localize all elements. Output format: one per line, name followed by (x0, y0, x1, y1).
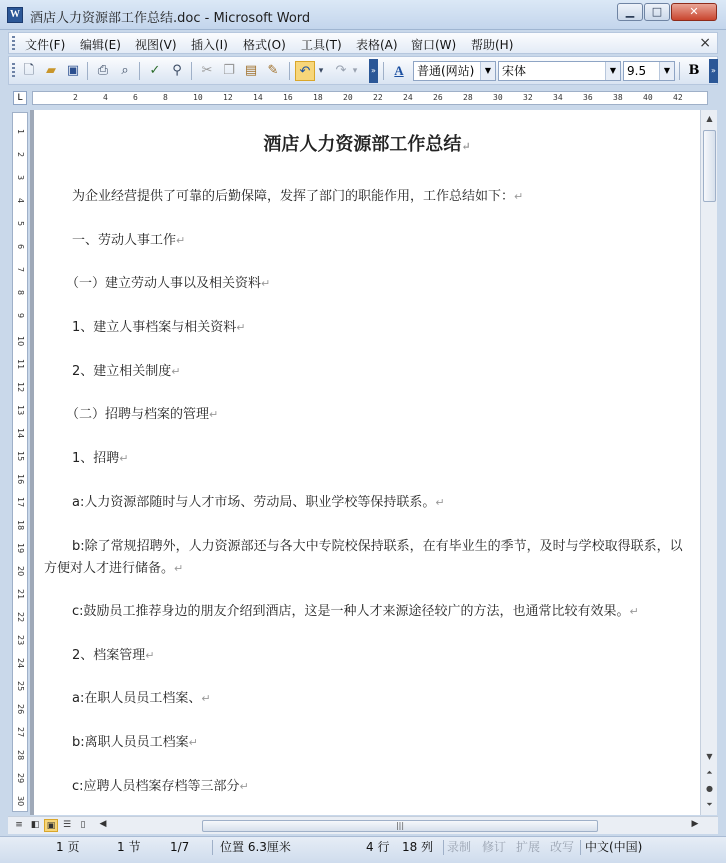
standard-toolbar (8, 56, 718, 85)
vertical-ruler-tick-label: 25 (16, 681, 25, 692)
vertical-ruler-tick-label: 19 (16, 543, 25, 554)
ruler-tick-label: 26 (433, 93, 443, 102)
redo-icon[interactable]: ↷ (335, 63, 347, 78)
document-paragraph[interactable]: 一、劳动人事工作↵ (72, 233, 186, 248)
horizontal-bar (8, 816, 718, 834)
menu-view[interactable]: 视图(V) (135, 38, 177, 52)
new-document-icon[interactable]: 🗋 (23, 63, 35, 78)
status-divider (580, 840, 581, 855)
copy-icon[interactable]: ❐ (223, 63, 235, 78)
select-browse-object-icon[interactable]: ● (706, 784, 713, 793)
font-size-select[interactable] (623, 61, 675, 81)
print-preview-icon[interactable]: ⌕ (121, 63, 129, 78)
ruler-tick-label: 10 (193, 93, 203, 102)
vertical-ruler-tick-label: 27 (16, 727, 25, 738)
toolbar-separator (139, 62, 140, 80)
ruler-tick-label: 22 (373, 93, 383, 102)
status-position: 位置 6.3厘米 (220, 840, 291, 854)
toolbar-separator (87, 62, 88, 80)
window-title: 酒店人力资源部工作总结.doc - Microsoft Word (30, 11, 311, 26)
status-trk[interactable]: 修订 (482, 840, 507, 854)
style-select[interactable] (413, 61, 496, 81)
cut-icon[interactable]: ✂ (201, 63, 213, 78)
horizontal-scroll-thumb[interactable]: ||| (202, 820, 598, 832)
document-area (30, 110, 700, 815)
toolbar-separator (679, 62, 680, 80)
ruler-tick-label: 6 (133, 93, 138, 102)
menu-file[interactable]: 文件(F) (25, 38, 66, 52)
toolbar-separator (383, 62, 384, 80)
status-column: 18 列 (402, 840, 434, 854)
paste-icon[interactable]: ▤ (244, 63, 258, 78)
scroll-left-icon[interactable]: ◀ (99, 819, 107, 829)
vertical-ruler-tick-label: 12 (16, 382, 25, 393)
document-paragraph[interactable]: 为企业经营提供了可靠的后勤保障，发挥了部门的职能作用，工作总结如下：↵ (72, 189, 524, 204)
vertical-ruler-tick-label: 9 (16, 313, 25, 319)
redo-dropdown-icon[interactable]: ▾ (352, 66, 358, 76)
chevron-down-icon[interactable]: ▼ (605, 62, 620, 80)
print-layout-icon[interactable]: ▣ (44, 819, 58, 832)
previous-page-icon[interactable]: ⏶ (706, 768, 713, 777)
close-button[interactable]: ✕ (671, 3, 717, 21)
vertical-ruler-tick-label: 8 (16, 290, 25, 296)
vertical-ruler-tick-label: 5 (16, 221, 25, 227)
document-paragraph[interactable]: c:鼓励员工推荐身边的朋友介绍到酒店，这是一种人才来源途径较广的方法，也通常比较有效果。↵ (72, 604, 639, 619)
vertical-ruler-tick-label: 20 (16, 566, 25, 577)
document-paragraph[interactable]: 1、建立人事档案与相关资料↵ (72, 320, 246, 335)
chevron-down-icon[interactable]: ▼ (480, 62, 495, 80)
vertical-ruler-tick-label: 30 (16, 796, 25, 807)
ruler-tick-label: 24 (403, 93, 413, 102)
document-paragraph[interactable]: 2、建立相关制度↵ (72, 364, 181, 379)
status-divider (443, 840, 444, 855)
normal-view-icon[interactable]: ≡ (15, 820, 23, 830)
scroll-up-icon[interactable]: ▲ (706, 114, 713, 123)
toolbar-options-icon[interactable]: » (369, 59, 378, 83)
vertical-ruler-tick-label: 22 (16, 612, 25, 623)
toolbar-separator (289, 62, 290, 80)
vertical-ruler-tick-label: 2 (16, 152, 25, 158)
vertical-ruler[interactable] (12, 112, 28, 812)
title-bar (0, 0, 726, 30)
menu-format[interactable]: 格式(O) (243, 38, 286, 52)
status-language: 中文(中国) (585, 840, 643, 854)
ruler-tick-label: 40 (643, 93, 653, 102)
menu-tools[interactable]: 工具(T) (301, 38, 342, 52)
print-icon[interactable]: ⎙ (97, 63, 109, 78)
undo-icon[interactable]: ↶ (295, 61, 315, 81)
vertical-ruler-tick-label: 16 (16, 474, 25, 485)
font-select[interactable] (498, 61, 621, 81)
document-page[interactable] (34, 110, 700, 815)
horizontal-scrollbar[interactable] (99, 819, 700, 832)
status-divider (212, 840, 213, 855)
toolbar-separator (191, 62, 192, 80)
document-paragraph[interactable]: （一）建立劳动人事以及相关资料↵ (66, 276, 271, 291)
vertical-ruler-tick-label: 29 (16, 773, 25, 784)
ruler-tick-label: 20 (343, 93, 353, 102)
document-close-icon[interactable]: × (699, 35, 711, 51)
document-paragraph[interactable]: b:除了常规招聘外，人力资源部还与各大中专院校保持联系，在有毕业生的季节，及时与学校取得联系，以方便对人才进行储备。↵ (44, 539, 683, 576)
vertical-ruler-tick-label: 23 (16, 635, 25, 646)
style-select-value: 普通(网站) (417, 64, 475, 78)
status-page-of: 1/7 (170, 840, 190, 854)
document-paragraph[interactable]: b:离职人员员工档案↵ (72, 735, 198, 750)
reading-layout-icon[interactable]: ▯ (80, 820, 86, 830)
vertical-ruler-tick-label: 21 (16, 589, 25, 600)
format-painter-icon[interactable]: ✎ (267, 63, 279, 78)
scroll-right-icon[interactable]: ▶ (691, 819, 699, 829)
document-title[interactable]: 酒店人力资源部工作总结↵ (263, 134, 471, 155)
spelling-icon[interactable]: ✓ (149, 63, 161, 78)
document-paragraph[interactable]: a:人力资源部随时与人才市场、劳动局、职业学校等保持联系。↵ (72, 495, 445, 510)
toolbar-grip-icon[interactable] (12, 63, 15, 77)
status-line: 4 行 (366, 840, 390, 854)
document-paragraph[interactable]: c:应聘人员档案存档等三部分↵ (72, 779, 249, 794)
menu-insert[interactable]: 插入(I) (191, 38, 228, 52)
menu-help[interactable]: 帮助(H) (471, 38, 514, 52)
ruler-area (8, 88, 718, 108)
status-ext[interactable]: 扩展 (516, 840, 541, 854)
vertical-ruler-tick-label: 28 (16, 750, 25, 761)
vertical-ruler-tick-label: 6 (16, 244, 25, 250)
vertical-ruler-tick-label: 1 (16, 129, 25, 135)
document-paragraph[interactable]: a:在职人员员工档案、↵ (72, 691, 211, 706)
save-icon[interactable]: ▣ (66, 63, 80, 78)
font-size-value: 9.5 (627, 64, 647, 78)
web-layout-icon[interactable]: ◧ (30, 820, 40, 830)
vertical-ruler-tick-label: 24 (16, 658, 25, 669)
word-app-icon[interactable]: W (7, 7, 23, 23)
font-select-value: 宋体 (502, 64, 527, 78)
maximize-button[interactable]: □ (644, 3, 670, 21)
status-ovr[interactable]: 改写 (550, 840, 575, 854)
vertical-ruler-tick-label: 17 (16, 497, 25, 508)
ruler-tick-label: 14 (253, 93, 263, 102)
menu-grip-icon[interactable] (12, 36, 15, 50)
menu-table[interactable]: 表格(A) (356, 38, 398, 52)
vertical-ruler-tick-label: 26 (16, 704, 25, 715)
document-paragraph[interactable]: （二）招聘与档案的管理↵ (66, 407, 219, 422)
vertical-ruler-tick-label: 3 (16, 175, 25, 181)
next-page-icon[interactable]: ⏷ (706, 800, 713, 809)
open-folder-icon[interactable]: ▰ (46, 63, 56, 78)
ruler-tick-label: 42 (673, 93, 683, 102)
toolbar-options-icon[interactable]: » (709, 59, 718, 83)
menu-window[interactable]: 窗口(W) (411, 38, 457, 52)
vertical-ruler-tick-label: 10 (16, 336, 25, 347)
status-section: 1 节 (117, 840, 141, 854)
menu-edit[interactable]: 编辑(E) (80, 38, 121, 52)
status-rec[interactable]: 录制 (447, 840, 472, 854)
minimize-button[interactable]: ▁ (617, 3, 643, 21)
chevron-down-icon[interactable]: ▼ (659, 62, 674, 80)
vertical-ruler-tick-label: 18 (16, 520, 25, 531)
ruler-tick-label: 2 (73, 93, 78, 102)
document-paragraph[interactable]: 2、档案管理↵ (72, 648, 155, 663)
vertical-ruler-tick-label: 7 (16, 267, 25, 273)
ruler-tick-label: 18 (313, 93, 323, 102)
ruler-tick-label: 16 (283, 93, 293, 102)
undo-dropdown-icon[interactable]: ▾ (318, 66, 324, 76)
vertical-scroll-thumb[interactable] (703, 130, 716, 202)
ruler-tick-label: 32 (523, 93, 533, 102)
vertical-ruler-tick-label: 15 (16, 451, 25, 462)
ruler-tick-label: 30 (493, 93, 503, 102)
ruler-tick-label: 34 (553, 93, 563, 102)
status-bar (0, 836, 726, 863)
status-page: 1 页 (56, 840, 80, 854)
vertical-ruler-tick-label: 4 (16, 198, 25, 204)
horizontal-ruler[interactable] (32, 91, 708, 105)
styles-formatting-icon[interactable]: A (394, 63, 404, 78)
vertical-ruler-tick-label: 13 (16, 405, 25, 416)
ruler-tick-label: 12 (223, 93, 233, 102)
tab-selector[interactable]: L (13, 91, 27, 105)
ruler-tick-label: 8 (163, 93, 168, 102)
menu-bar (8, 32, 718, 54)
ruler-tick-label: 4 (103, 93, 108, 102)
vertical-ruler-tick-label: 14 (16, 428, 25, 439)
bold-button[interactable]: B (688, 63, 700, 78)
vertical-ruler-tick-label: 11 (16, 359, 25, 370)
ruler-tick-label: 38 (613, 93, 623, 102)
scroll-down-icon[interactable]: ▼ (706, 752, 713, 761)
document-paragraph[interactable]: 1、招聘↵ (72, 451, 129, 466)
research-icon[interactable]: ⚲ (172, 63, 182, 78)
outline-view-icon[interactable]: ☰ (62, 820, 72, 830)
vertical-scrollbar[interactable] (700, 110, 717, 815)
ruler-tick-label: 36 (583, 93, 593, 102)
ruler-tick-label: 28 (463, 93, 473, 102)
